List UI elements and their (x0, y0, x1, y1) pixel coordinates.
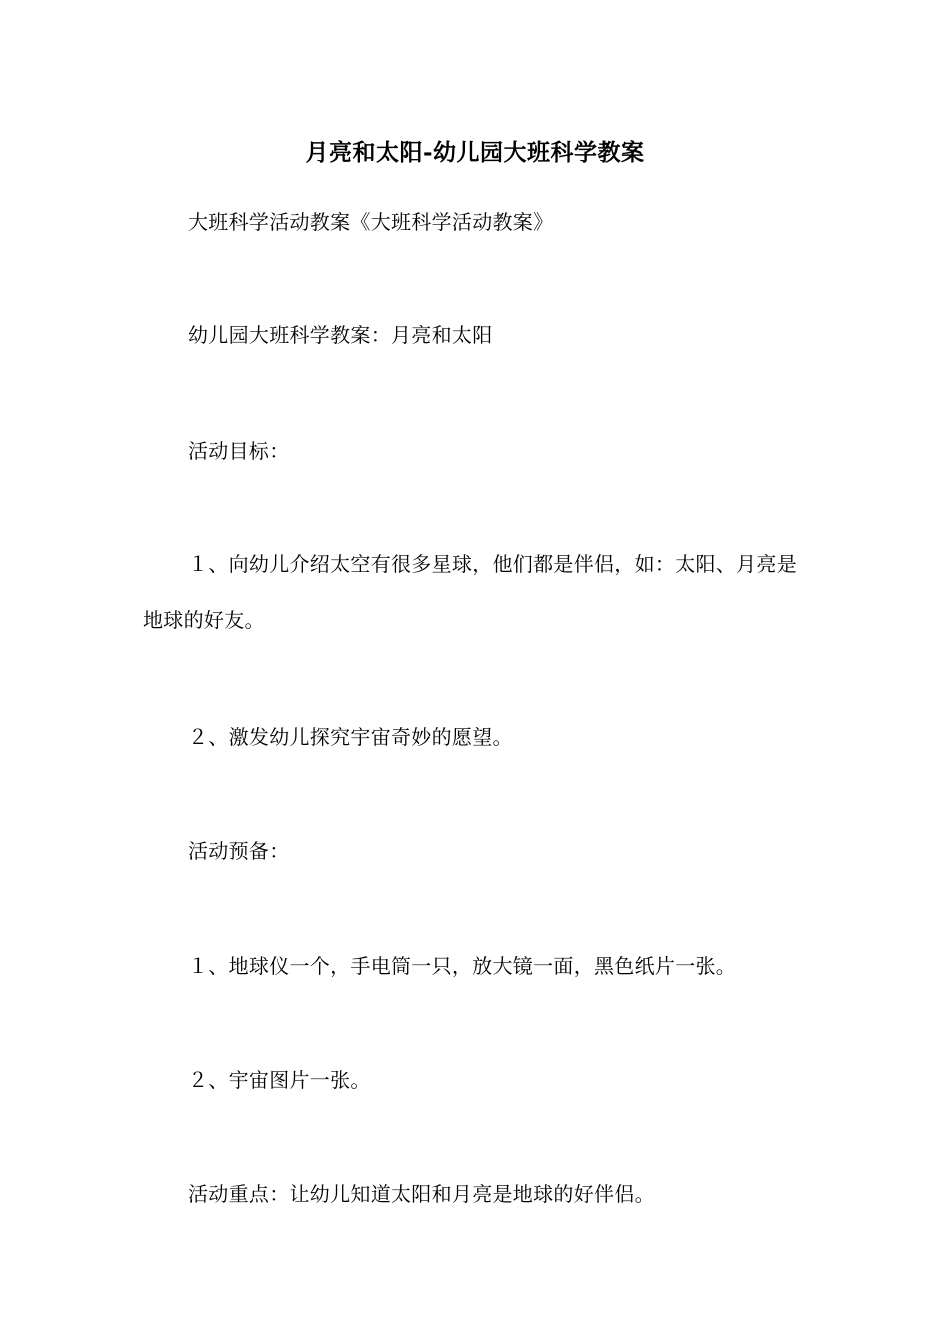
preparation-item-1: １、地球仪一个，手电筒一只，放大镜一面，黑色纸片一张。 (188, 954, 737, 978)
paragraph-subtitle: 大班科学活动教案《大班科学活动教案》 (188, 210, 554, 234)
goal-item-2: ２、激发幼儿探究宇宙奇妙的愿望。 (188, 725, 513, 749)
paragraph-heading: 幼儿园大班科学教案：月亮和太阳 (188, 323, 493, 347)
goal-item-1: １、向幼儿介绍太空有很多星球，他们都是伴侣，如：太阳、月亮是地球的好友。 (143, 552, 797, 632)
preparation-item-2: ２、宇宙图片一张。 (188, 1068, 371, 1092)
document-title: 月亮和太阳-幼儿园大班科学教案 (305, 139, 645, 166)
section-heading-goals: 活动目标： (188, 439, 290, 463)
section-key-point: 活动重点：让幼儿知道太阳和月亮是地球的好伴侣。 (188, 1182, 655, 1206)
section-heading-preparation: 活动预备： (188, 839, 290, 863)
